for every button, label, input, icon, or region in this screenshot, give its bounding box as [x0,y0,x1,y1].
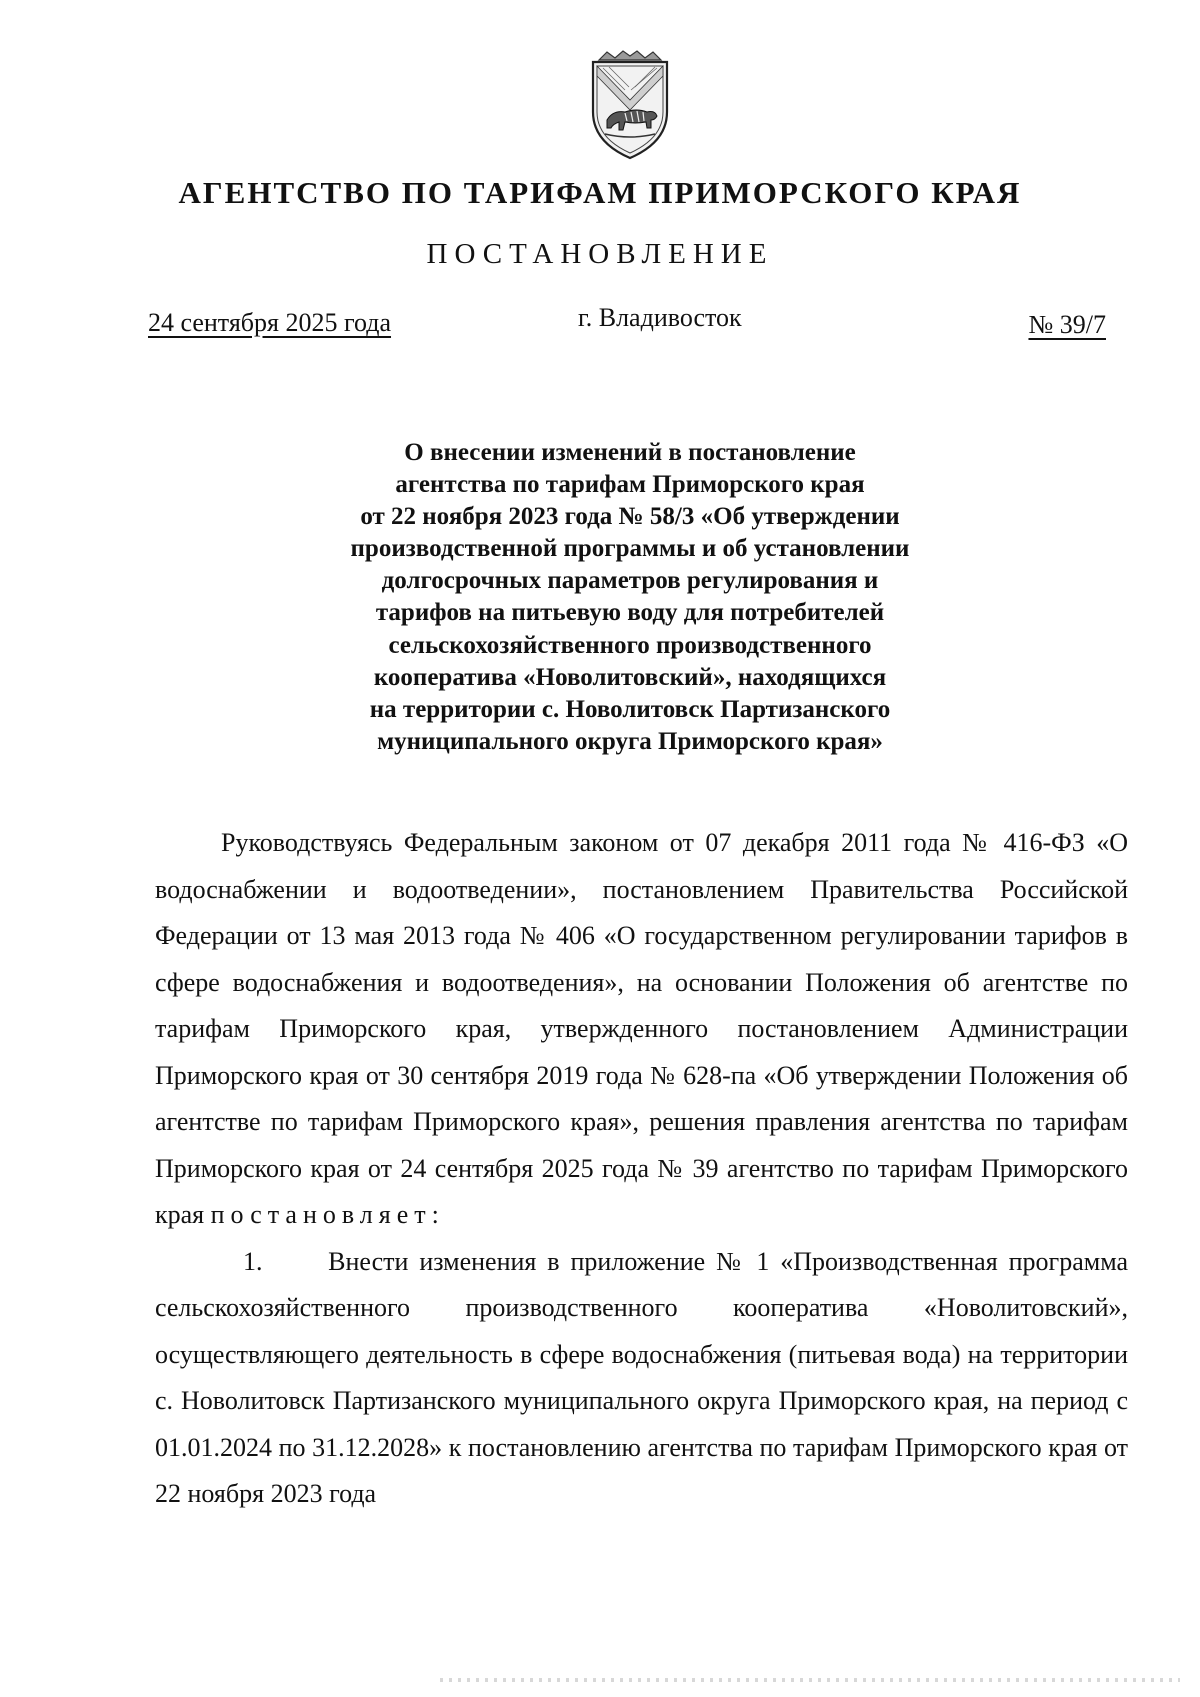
title-line: от 22 ноября 2023 года № 58/3 «Об утверждении [360,503,900,531]
scan-artifact-line [440,1678,1180,1682]
title-line: на территории с. Новолитовск Партизанского [369,695,891,723]
document-city: г. Владивосток [578,303,742,332]
decree-word: постановляет: [210,1200,445,1229]
title-line: тарифов на питьевую воду для потребителей [375,599,885,627]
item-1-paragraph [155,1239,1128,1518]
document-type: ПОСТАНОВЛЕНИЕ [426,238,774,270]
item-1-number: 1. [243,1246,263,1276]
document-title [270,437,990,758]
document-date: 24 сентября 2025 года [148,308,392,337]
preamble-text: Руководствуясь Федеральным законом от 07 декабря 2011 года № 416-ФЗ «О водоснабжении и водоотведении», постановлением Правительства Российской Федерации от 13 мая 2013 года № 406 «О государственном регулировании тарифов в сфере водоснабжения и водоотведения», на основании Положения об агентстве по тарифам Приморского края, утвержденного постановлением Администрации Приморского края от 30 сентября 2019 года № 628-па «Об утверждении Положения об агентстве по тарифам Приморского края», решения правления агентства по тарифам Приморского края от 24 сентября 2025 года № 39 агентство по тарифам Приморского края [155,828,1128,1229]
preamble-paragraph [155,820,1128,1239]
document-number: № 39/7 [1028,310,1106,339]
title-line: кооператива «Новолитовский», находящихся [373,663,887,691]
title-line: производственной программы и об установлении [350,535,910,563]
title-line: агентства по тарифам Приморского края [395,471,865,499]
document-body [155,820,1128,1518]
title-line: муниципального округа Приморского края» [377,727,883,755]
title-line: долгосрочных параметров регулирования и [381,567,879,595]
title-line: сельскохозяйственного производственного [388,631,872,659]
agency-name: АГЕНТСТВО ПО ТАРИФАМ ПРИМОРСКОГО КРАЯ [178,175,1022,210]
item-1-text: Внести изменения в приложение № 1 «Производственная программа сельскохозяйственного производственного кооператива «Новолитовский», осуществляющего деятельность в сфере водоснабжения (питьевая вода) на территории с. Новолитовск Партизанского муниципального округа Приморского края, на период с 01.01.2024 по 31.12.2028» к постановлению агентства по тарифам Приморского края от 22 ноября 2023 года [155,1246,1129,1508]
primorsky-krai-coat-of-arms-icon [585,50,675,162]
title-line: О внесении изменений в постановление [404,439,856,466]
